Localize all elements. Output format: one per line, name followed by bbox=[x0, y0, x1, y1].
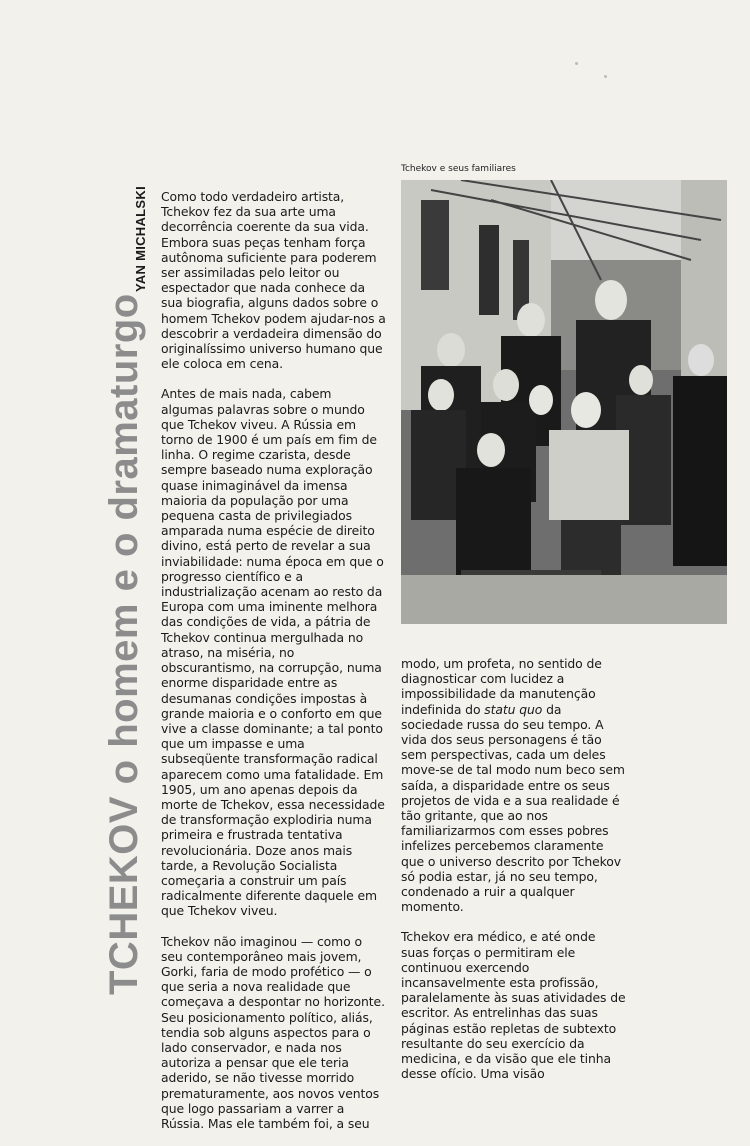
paragraph-intro: Como todo verdadeiro artista, Tchekov fez da sua arte uma decorrência coerente da sua vida. Embora suas peças tenham força autônoma suficiente para poderem ser assimiladas pelo leitor ou espectador que nada conhece da sua biografia, alguns dados sobre o homem Tchekov podem ajudar-nos a descobrir a verdadeira dimensão do originalíssimo universo humano que ele coloca em cena. bbox=[161, 189, 386, 372]
prophet-text-b: da sociedade russa do seu tempo. A vida dos seus personagens é tão sem perspectivas, cada um deles move-se de tal modo num beco sem saída, a disparidade entre os seus projetos de vida e a sua realidade é tão gritante, que ao nos familiarizarmos com esses pobres infelizes percebemos claramente que o universo descrito por Tchekov só podia estar, já no seu tempo, condenado a ruir a qualquer momento. bbox=[401, 701, 625, 915]
paper-speck bbox=[604, 75, 607, 78]
author-name: YAN MICHALSKI bbox=[133, 186, 148, 292]
paragraph-gorki: Tchekov não imaginou — como o seu contemporâneo mais jovem, Gorki, faria de modo profético — o que seria a nova realidade que começava a despontar no horizonte. Seu posicionamento político, aliás, tendia sob alguns aspectos para o lado conservador, e nada nos autoriza a pensar que ele teria aderido, se não tivesse morrido prematuramente, aos novos ventos que logo passariam a varrer a Rússia. Mas ele também foi, a seu bbox=[161, 933, 385, 1131]
paragraph-medicine: Tchekov era médico, e até onde suas forças o permitiram ele continuou exercendo incansavelmente esta profissão, paralelamente às suas atividades de escritor. As entrelinhas das suas páginas estão repletas de subtexto resultante do seu exercício da medicina, e da visão que ele tinha desse ofício. Uma visão bbox=[401, 929, 626, 1082]
paragraph-russia: Antes de mais nada, cabem algumas palavras sobre o mundo que Tchekov viveu. A Rússia em torno de 1900 é um país em fim de linha. O regime czarista, desde sempre baseado numa exploração quase inimaginável da imensa maioria da população por uma pequena casta de privilegiados amparada numa espécie de direito divino, está perto de revelar a sua inviabilidade: numa época em que o progresso científico e a industrialização acenam ao resto da Europa com uma iminente melhora das condições de vida, a pátria de Tchekov continua mergulhada no atraso, na miséria, no obscurantismo, na corrupção, numa enorme disparidade entre as desumanas condições impostas à grande maioria e o conforto em que vive a classe dominante; a tal ponto que um impasse e uma subseqüente transformação radical aparecem como uma fatalidade. Em 1905, um ano apenas depois da morte de Tchekov, essa necessidade de transformação explodiria numa primeira e frustrada tentativa revolucionária. Doze anos mais tarde, a Revolução Socialista começaria a construir um país radicalmente diferente daquele em que Tchekov viveu. bbox=[161, 386, 385, 919]
paper-speck bbox=[575, 62, 578, 65]
text-column-left bbox=[161, 189, 386, 1146]
statu-quo-italic: statu quo bbox=[484, 701, 543, 717]
family-photo bbox=[401, 180, 727, 624]
photo-caption: Tchekov e seus familiares bbox=[401, 164, 516, 174]
text-column-right bbox=[401, 656, 626, 1096]
article-title: TCHEKOV o homem e o dramaturgo bbox=[102, 293, 146, 995]
paragraph-prophet bbox=[401, 656, 626, 914]
prophet-text-a: modo, um profeta, no sentido de diagnosticar com lucidez a impossibilidade da manutenção indefinida do bbox=[401, 656, 602, 717]
